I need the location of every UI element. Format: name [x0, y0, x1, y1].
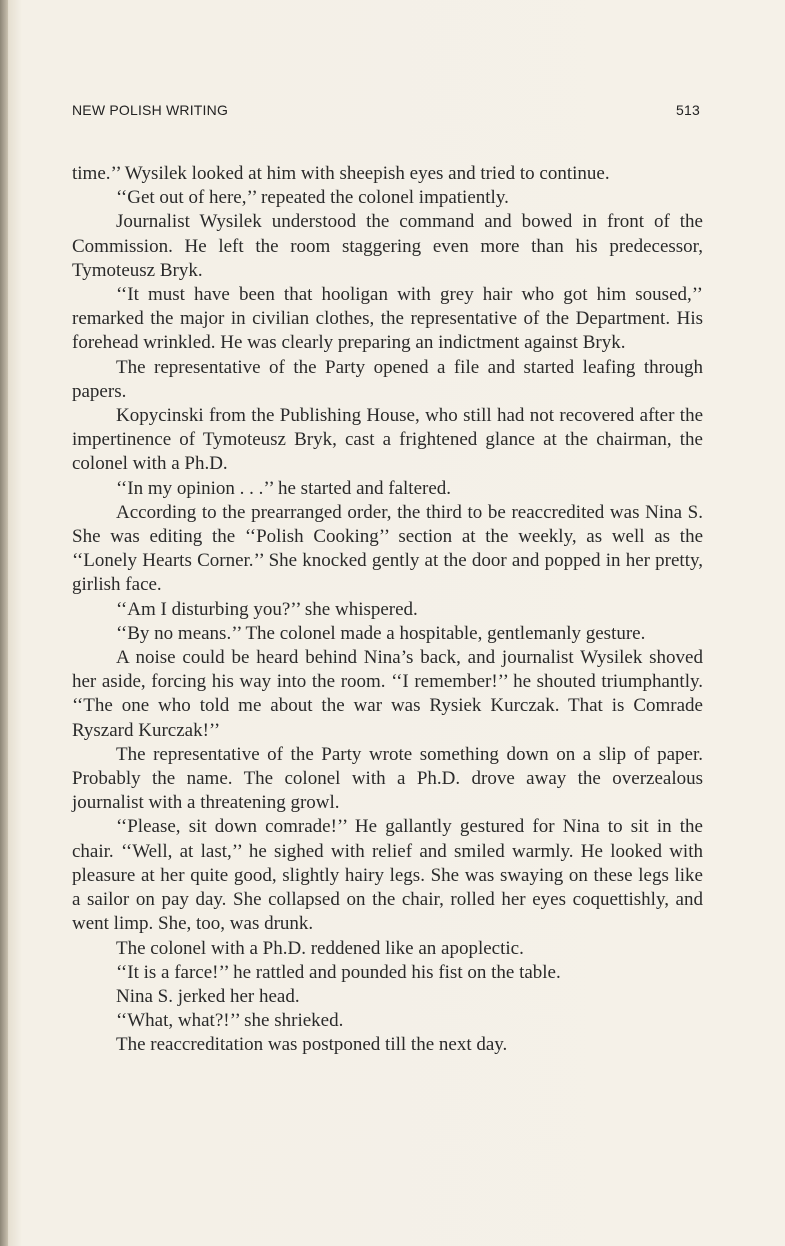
- running-header: [72, 102, 700, 118]
- paragraph: ‘‘It must have been that hooligan with grey hair who got him soused,’’ remarked the major in civilian clothes, the representative of the Department. His forehead wrinkled. He was clearly preparing an indictment against Bryk.: [72, 284, 703, 354]
- paragraph: Kopycinski from the Publishing House, who still had not recovered after the impertinence of Tymoteusz Bryk, cast a frightened glance at the chairman, the colonel with a Ph.D.: [72, 405, 703, 475]
- paragraph: time.’’ Wysilek looked at him with sheepish eyes and tried to continue.: [72, 163, 610, 184]
- paragraph: ‘‘Am I disturbing you?’’ she whispered.: [116, 598, 418, 620]
- paragraph: The representative of the Party opened a file and started leafing through papers.: [72, 356, 703, 402]
- paragraph: A noise could be heard behind Nina’s back, and journalist Wysilek shoved her aside, forcing his way into the room. ‘‘I remember!’’ he shouted triumphantly. ‘‘The one who told me about the war was Rysiek Kurczak. That is Comrade Ryszard Kurczak!’’: [72, 647, 703, 741]
- page-number: 513: [676, 102, 700, 118]
- paragraph: According to the prearranged order, the third to be reaccredited was Nina S. She was editing the ‘‘Polish Cooking’’ section at the weekly, as well as the ‘‘Lonely Hearts Corner.’’ She knocked gently at the door and popped in her pretty, girlish face.: [72, 501, 703, 596]
- paragraph: ‘‘What, what?!’’ she shrieked.: [116, 1010, 344, 1032]
- paragraph: ‘‘Get out of here,’’ repeated the colonel impatiently.: [116, 187, 509, 209]
- paragraph: Journalist Wysilek understood the command and bowed in front of the Commission. He left the room staggering even more than his predecessor, Tymoteusz Bryk.: [72, 211, 703, 281]
- paragraph: The representative of the Party wrote something down on a slip of paper. Probably the name. The colonel with a Ph.D. drove away the overzealous journalist with a threatening growl.: [72, 743, 703, 814]
- paragraph: The colonel with a Ph.D. reddened like an apoplectic.: [116, 937, 524, 959]
- running-title: NEW POLISH WRITING: [72, 102, 229, 118]
- paragraph: ‘‘By no means.’’ The colonel made a hospitable, gentlemanly gesture.: [116, 622, 646, 644]
- paragraph: ‘‘Please, sit down comrade!’’ He gallantly gestured for Nina to sit in the chair. ‘‘Well, at last,’’ he sighed with relief and smiled warmly. He looked with pleasure at her quite good, slightly hairy legs. She was swaying on these legs like a sailor on pay day. She collapsed on the chair, rolled her eyes coquettishly, and went limp. She, too, was drunk.: [72, 816, 703, 935]
- paragraph: Nina S. jerked her head.: [116, 985, 300, 1007]
- paragraph: ‘‘In my opinion . . .’’ he started and faltered.: [116, 477, 452, 499]
- paragraph: ‘‘It is a farce!’’ he rattled and pounded his fist on the table.: [116, 961, 561, 983]
- paragraph: The reaccreditation was postponed till the next day.: [116, 1034, 508, 1056]
- body-text: [72, 162, 703, 1058]
- book-spine-shadow: [0, 0, 8, 1246]
